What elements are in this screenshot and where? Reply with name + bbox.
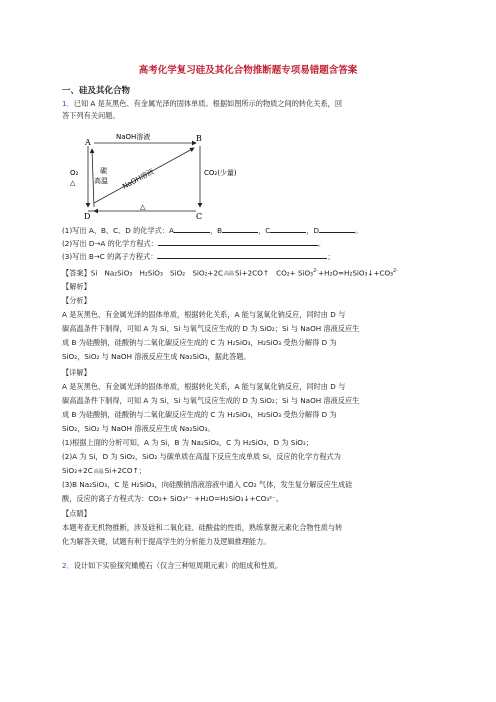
question-number: 1． — [62, 99, 74, 108]
label-left-o2: O₂ — [70, 169, 79, 177]
node-c: C — [196, 212, 203, 221]
answer-blank — [319, 225, 355, 233]
xiangjie-line-1: A 是灰黑色、有金属光泽的固体单质，根据转化关系，A 能与氢氧化钠反应，同时由 D 与 — [62, 382, 346, 391]
fenxi-line-2: 碳高温条件下制得，可知 A 为 Si，Si 与氧气反应生成的 D 为 SiO₂；Si 与 NaOH 溶液反应生 — [62, 324, 360, 333]
fenxi-label: 【分析】 — [62, 296, 91, 305]
analysis-label: 【解析】 — [62, 282, 91, 291]
question-2: 2．设计如下实验探究橄榄石（仅含三种短周期元素）的组成和性质。 — [62, 561, 283, 570]
label-right: CO₂(少量) — [204, 169, 237, 177]
label-carbon: 碳 — [100, 167, 107, 175]
question-1-line-2: 答下列有关问题。 — [62, 111, 120, 120]
label-left-heat: △ — [70, 179, 76, 187]
node-d: D — [84, 212, 91, 221]
question-1-line-1 — [62, 99, 342, 109]
xiangjie-line-8: (3)B Na₂SiO₃，C 是 H₂SiO₃，向硅酸钠溶液溶液中通入 CO₂ 气体，发生复分解反应生成硅 — [62, 480, 353, 489]
answer-blank — [174, 225, 210, 233]
answer-blank — [270, 225, 306, 233]
subquestion-3: (3)写出 B→C 的离子方程式： ； — [62, 252, 335, 261]
subquestion-1: (1)写出 A、B、C、D 的化学式：A ，B ，C ，D 。 — [62, 226, 363, 235]
high-temp-arrow: 高温 — [224, 271, 235, 278]
xiangjie-label: 【详解】 — [62, 368, 91, 377]
conversion-diagram — [70, 131, 250, 221]
question-number: 2． — [62, 561, 74, 570]
fenxi-line-4: SiO₂，SiO₂ 与 NaOH 溶液反应生成 Na₂SiO₃，据此答题。 — [62, 352, 251, 361]
fenxi-line-1: A 是灰黑色、有金属光泽的固体单质，根据转化关系，A 能与氢氧化钠反应，同时由 D 与 — [62, 310, 346, 319]
dianjing-label: 【点睛】 — [62, 509, 91, 518]
answer-blank — [222, 225, 258, 233]
subquestion-2: (2)写出 D→A 的化学方程式： 。 — [62, 239, 326, 248]
node-b: B — [196, 134, 202, 143]
xiangjie-line-5: (1)根据上面的分析可知，A 为 Si，B 为 Na₂SiO₃，C 为 H₂SiO₃，D 为 SiO₂； — [62, 438, 314, 447]
label-diagonal: NaOH溶液 — [121, 167, 156, 191]
xiangjie-line-9: 酸，反应的离子方程式为：CO₂+ SiO₃²⁻ +H₂O=H₂SiO₃↓+CO₃²⁻。 — [62, 494, 284, 503]
dianjing-line-1: 本题考查无机物推断，涉及硅和二氧化硅、硅酸盐的性质，熟练掌握元素化合物性质与转 — [62, 523, 343, 532]
label-high-temp: 高温 — [94, 177, 108, 185]
page-title: 高考化学复习硅及其化合物推断题专项易错题含答案 — [138, 65, 358, 76]
label-bottom-heat: △ — [140, 203, 146, 211]
answer-line: 【答案】Si Na₂SiO₃ H₂SiO₃ SiO₂ SiO₂+2C高温Si+2CO↑ CO₂+ SiO₃$^{2-}$+H₂O=H₂SiO₃↓+CO₃$^{2-}$ — [62, 268, 399, 278]
xiangjie-line-2: 碳高温条件下制得，可知 A 为 Si，Si 与氧气反应生成的 D 为 SiO₂；Si 与 NaOH 溶液反应生 — [62, 396, 360, 405]
label-top: NaOH溶液 — [116, 133, 151, 141]
high-temp-arrow: 高温 — [93, 469, 104, 475]
answer-blank — [157, 251, 327, 259]
xiangjie-line-6: (2)A 为 Si，D 为 SiO₂，SiO₂ 与碳单质在高温下反应生成单质 Si，反应的化学方程式为 — [62, 452, 341, 461]
answer-blank — [158, 238, 318, 246]
question-text: 已知 A 是灰黑色、有金属光泽的固体单质。根据如图所示的物质之间的转化关系，回 — [73, 99, 343, 108]
xiangjie-line-4: SiO₂，SiO₂ 与 NaOH 溶液反应生成 Na₂SiO₃。 — [62, 424, 215, 433]
dianjing-line-2: 化为解答关键，试题有利于提高学生的分析能力及逻辑推理能力。 — [62, 537, 271, 546]
xiangjie-line-7: SiO₂+2C高温Si+2CO↑； — [62, 466, 146, 475]
xiangjie-line-3: 成 B 为硅酸钠，硅酸钠与二氧化碳反应生成的 C 为 H₂SiO₃，H₂SiO₃ 受热分解得 D 为 — [62, 410, 337, 419]
section-heading: 一、硅及其化合物 — [62, 86, 131, 96]
fenxi-line-3: 成 B 为硅酸钠，硅酸钠与二氧化碳反应生成的 C 为 H₂SiO₃，H₂SiO₃ 受热分解得 D 为 — [62, 338, 337, 347]
node-a: A — [85, 138, 91, 147]
